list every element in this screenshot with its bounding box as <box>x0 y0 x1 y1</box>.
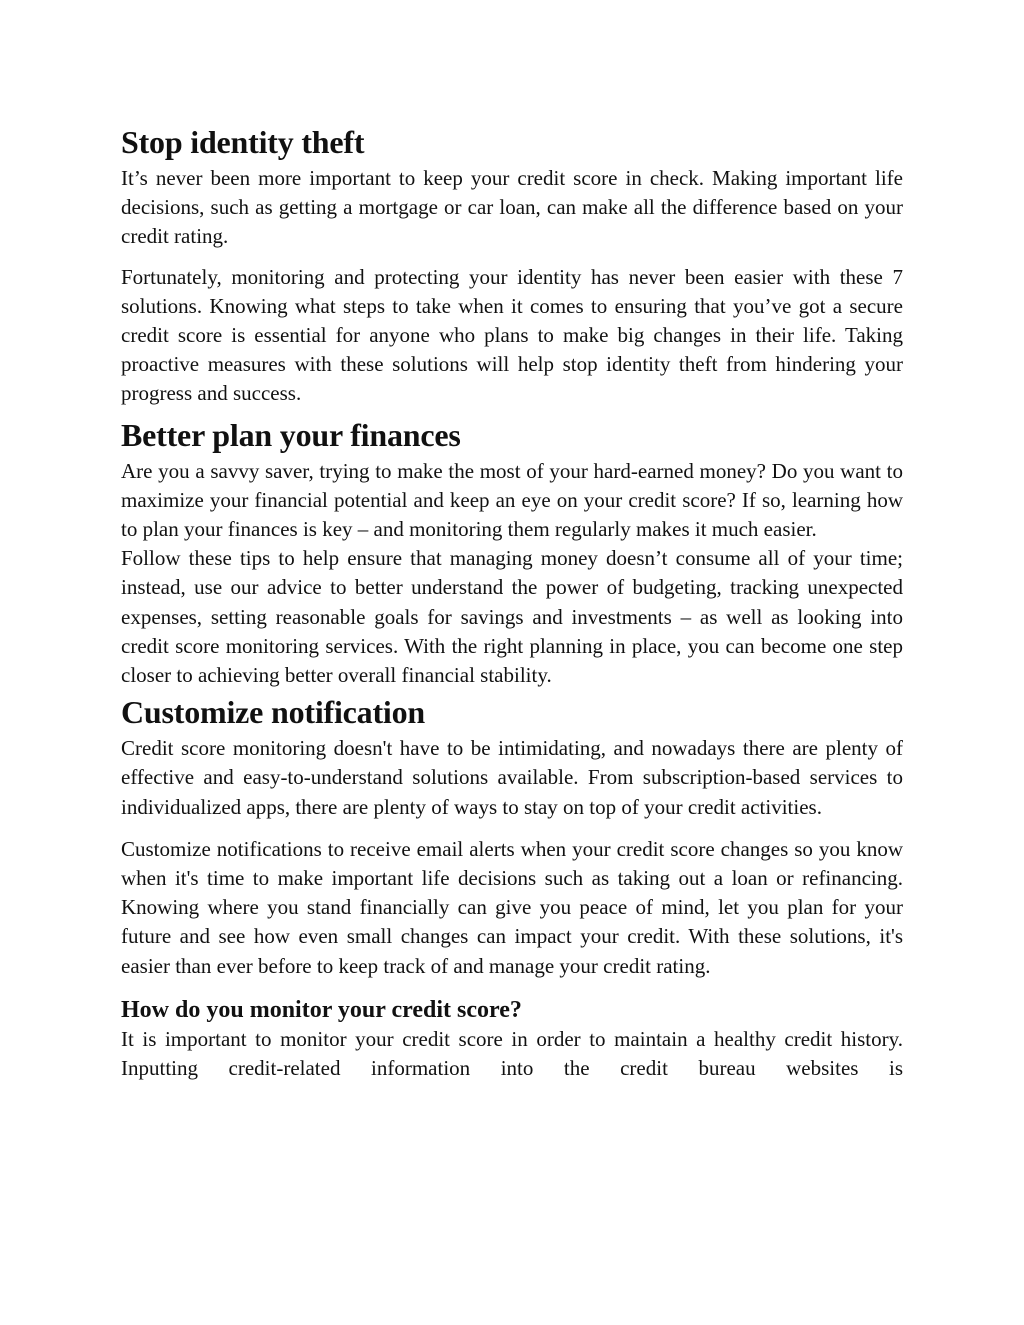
paragraph: It’s never been more important to keep your credit score in check. Making important life decisions, such as getting a mortgage or car loan, can make all the difference based on your credit rating. <box>121 166 903 249</box>
section-heading-how-do-you-monitor: How do you monitor your credit score? <box>121 996 522 1023</box>
paragraph: Follow these tips to help ensure that managing money doesn’t consume all of your time; instead, use our advice to better understand the power of budgeting, tracking unexpected expenses, setting reasonable goals for savings and investments – as well as looking into credit score monitoring services. With the right planning in place, you can become one step closer to achieving better overall financial stability. <box>121 546 903 688</box>
paragraph: Are you a savvy saver, trying to make the most of your hard-earned money? Do you want to maximize your financial potential and keep an eye on your credit score? If so, learning how to plan your finances is key – and monitoring them regularly makes it much easier. <box>121 458 903 542</box>
section-heading-better-plan-your-finances: Better plan your finances <box>121 416 461 453</box>
section-heading-customize-notification: Customize notification <box>121 694 426 731</box>
section-heading-stop-identity-theft: Stop identity theft <box>121 124 365 160</box>
document-page <box>121 120 903 1083</box>
paragraph: It is important to monitor your credit score in order to maintain a healthy credit history. Inputting credit-related information into the credit bureau websites is <box>121 1026 903 1081</box>
paragraph: Credit score monitoring doesn't have to be intimidating, and nowadays there are plenty of effective and easy-to-understand solutions available. From subscription-based services to individualized apps, there are plenty of ways to stay on top of your credit activities. <box>121 736 903 819</box>
paragraph: Fortunately, monitoring and protecting your identity has never been easier with these 7 solutions. Knowing what steps to take when it comes to ensuring that you’ve got a secure credit score is essential for anyone who plans to make big changes in their life. Taking proactive measures with these solutions will help stop identity theft from hindering your progress and success. <box>121 264 903 406</box>
paragraph: Customize notifications to receive email alerts when your credit score changes so you know when it's time to make important life decisions such as taking out a loan or refinancing. Knowing where you stand financially can give you peace of mind, let you plan for your future and see how even small changes can impact your credit. With these solutions, it's easier than ever before to keep track of and manage your credit rating. <box>121 836 903 978</box>
